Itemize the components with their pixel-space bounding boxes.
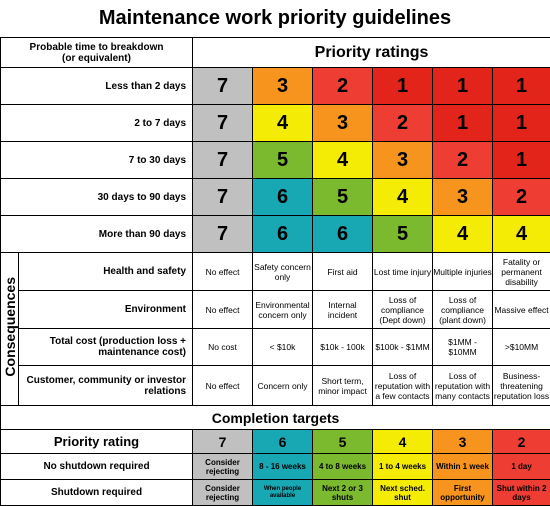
completion-cell: 1 day: [493, 454, 550, 480]
priority-rating-cell: 6: [253, 430, 313, 454]
page-title: Maintenance work priority guidelines: [0, 0, 550, 37]
completion-row-label: Shutdown required: [1, 480, 193, 506]
matrix-row: [1, 142, 550, 179]
matrix-cell: 4: [493, 216, 550, 253]
matrix-cell: 2: [373, 105, 433, 142]
completion-cell: Next sched. shut: [373, 480, 433, 506]
consequence-row-label: Environment: [19, 291, 193, 329]
consequence-cell: No cost: [193, 329, 253, 366]
completion-cell: Consider rejecting: [193, 480, 253, 506]
consequence-cell: $10k - 100k: [313, 329, 373, 366]
completion-cell: Within 1 week: [433, 454, 493, 480]
matrix-cell: 1: [373, 68, 433, 105]
completion-cell: Shut within 2 days: [493, 480, 550, 506]
matrix-row: [1, 68, 550, 105]
matrix-cell: 3: [313, 105, 373, 142]
consequence-cell: Loss of compliance (Dept down): [373, 291, 433, 329]
consequence-cell: $1MM - $10MM: [433, 329, 493, 366]
matrix-cell: 2: [313, 68, 373, 105]
consequence-row: [1, 253, 550, 291]
consequence-cell: First aid: [313, 253, 373, 291]
matrix-cell: 1: [433, 105, 493, 142]
matrix-cell: 4: [313, 142, 373, 179]
matrix-cell: 6: [313, 216, 373, 253]
matrix-cell: 6: [253, 216, 313, 253]
matrix-cell: 1: [433, 68, 493, 105]
matrix-row-label: More than 90 days: [1, 216, 193, 253]
consequence-cell: No effect: [193, 291, 253, 329]
completion-cell: 4 to 8 weeks: [313, 454, 373, 480]
priority-rating-cell: 2: [493, 430, 550, 454]
matrix-row: [1, 105, 550, 142]
matrix-cell: 7: [193, 68, 253, 105]
completion-cell: When people available: [253, 480, 313, 506]
consequence-row: [1, 329, 550, 366]
matrix-cell: 7: [193, 142, 253, 179]
completion-row: [1, 480, 550, 506]
completion-cell: Next 2 or 3 shuts: [313, 480, 373, 506]
matrix-row: [1, 179, 550, 216]
matrix-cell: 2: [493, 179, 550, 216]
matrix-row-label: 2 to 7 days: [1, 105, 193, 142]
completion-targets-title: Completion targets: [1, 406, 550, 430]
completion-cell: 1 to 4 weeks: [373, 454, 433, 480]
priority-rating-cell: 7: [193, 430, 253, 454]
completion-row-label: No shutdown required: [1, 454, 193, 480]
consequence-cell: $100k - $1MM: [373, 329, 433, 366]
consequence-cell: < $10k: [253, 329, 313, 366]
completion-cell: Consider rejecting: [193, 454, 253, 480]
consequence-cell: No effect: [193, 366, 253, 406]
consequence-cell: Environmental concern only: [253, 291, 313, 329]
priority-rating-cell: 5: [313, 430, 373, 454]
consequence-row: [1, 366, 550, 406]
matrix-cell: 4: [373, 179, 433, 216]
matrix-cell: 3: [433, 179, 493, 216]
consequence-cell: Safety concern only: [253, 253, 313, 291]
consequence-cell: No effect: [193, 253, 253, 291]
matrix-cell: 5: [253, 142, 313, 179]
matrix-cell: 3: [373, 142, 433, 179]
priority-rating-cell: 4: [373, 430, 433, 454]
matrix-cell: 1: [493, 105, 550, 142]
consequence-row: [1, 291, 550, 329]
consequence-cell: Lost time injury: [373, 253, 433, 291]
matrix-cell: 4: [433, 216, 493, 253]
probable-time-header: [1, 38, 193, 68]
priority-rating-label: Priority rating: [1, 430, 193, 454]
completion-cell: 8 - 16 weeks: [253, 454, 313, 480]
matrix-cell: 7: [193, 105, 253, 142]
matrix-cell: 1: [493, 68, 550, 105]
priority-rating-cell: 3: [433, 430, 493, 454]
completion-cell: First opportunity: [433, 480, 493, 506]
matrix-cell: 7: [193, 179, 253, 216]
probable-time-header-line1: Probable time to breakdown: [30, 42, 164, 53]
consequences-label: Consequences: [2, 277, 18, 377]
consequence-cell: >$10MM: [493, 329, 550, 366]
priority-rating-row: [1, 430, 550, 454]
consequence-cell: Business-threatening reputation loss: [493, 366, 550, 406]
consequence-row-label: Customer, community or investor relations: [19, 366, 193, 406]
consequence-cell: Loss of compliance (plant down): [433, 291, 493, 329]
matrix-row-label: Less than 2 days: [1, 68, 193, 105]
priority-matrix-table: [0, 37, 550, 506]
consequence-cell: Loss of reputation with a few contacts: [373, 366, 433, 406]
matrix-row-label: 7 to 30 days: [1, 142, 193, 179]
matrix-cell: 5: [313, 179, 373, 216]
consequence-row-label: Total cost (production loss + maintenance cost): [19, 329, 193, 366]
priority-ratings-header: Priority ratings: [193, 38, 550, 68]
consequence-cell: Internal incident: [313, 291, 373, 329]
consequence-row-label: Health and safety: [19, 253, 193, 291]
matrix-row: [1, 216, 550, 253]
matrix-cell: 7: [193, 216, 253, 253]
completion-row: [1, 454, 550, 480]
probable-time-header-line2: (or equivalent): [62, 53, 131, 64]
consequence-cell: Multiple injuries: [433, 253, 493, 291]
matrix-cell: 6: [253, 179, 313, 216]
matrix-cell: 2: [433, 142, 493, 179]
consequences-label-cell: [1, 253, 19, 406]
consequence-cell: Massive effect: [493, 291, 550, 329]
consequence-cell: Fatality or permanent disability: [493, 253, 550, 291]
consequence-cell: Concern only: [253, 366, 313, 406]
matrix-cell: 1: [493, 142, 550, 179]
matrix-cell: 5: [373, 216, 433, 253]
matrix-cell: 3: [253, 68, 313, 105]
matrix-row-label: 30 days to 90 days: [1, 179, 193, 216]
matrix-cell: 4: [253, 105, 313, 142]
consequence-cell: Loss of reputation with many contacts: [433, 366, 493, 406]
consequence-cell: Short term, minor impact: [313, 366, 373, 406]
